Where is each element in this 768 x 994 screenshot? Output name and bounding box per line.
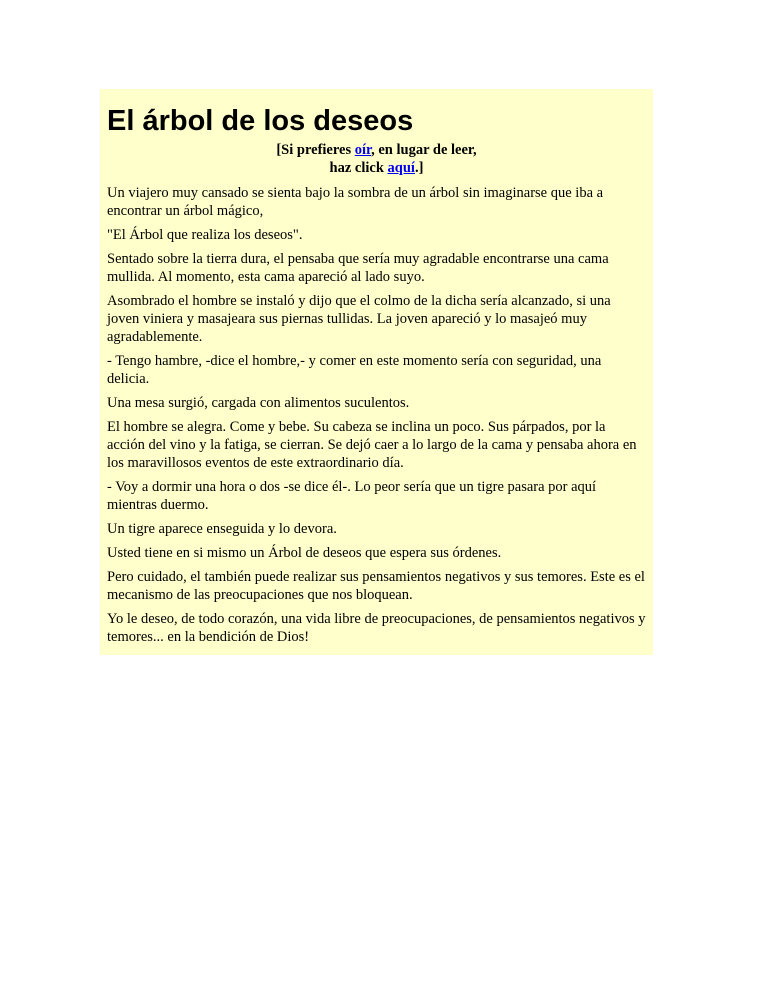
audio-note-text-3: haz click [329, 160, 388, 176]
story-paragraph-4: Asombrado el hombre se instaló y dijo que el colmo de la dicha sería alcanzado, si una joven viniera y masajeara sus piernas tullidas. La joven apareció y lo masajeó muy agradablemente. [107, 293, 611, 345]
story-paragraph-8: - Voy a dormir una hora o dos -se dice él-. Lo peor sería que un tigre pasara por aquí mientras duermo. [107, 479, 597, 513]
story-paragraph-12: Yo le deseo, de todo corazón, una vida libre de preocupaciones, de pensamientos negativos y temores... en la bendición de Dios! [107, 611, 646, 645]
audio-note-text-2: , en lugar de leer, [371, 142, 477, 158]
story-paragraph-5: - Tengo hambre, -dice el hombre,- y comer en este momento sería con seguridad, una delicia. [107, 353, 602, 387]
story-paragraph-1: Un viajero muy cansado se sienta bajo la sombra de un árbol sin imaginarse que iba a encontrar un árbol mágico, [107, 185, 604, 219]
audio-note-text-1: [Si prefieres [276, 142, 355, 158]
page-title: El árbol de los deseos [107, 105, 414, 137]
audio-note [107, 141, 646, 177]
story-paragraph-9: Un tigre aparece enseguida y lo devora. [107, 521, 337, 537]
story-paragraph-11: Pero cuidado, el también puede realizar sus pensamientos negativos y sus temores. Este es el mecanismo de las preocupaciones que nos bloquean. [107, 569, 645, 603]
story-paragraph-7: El hombre se alegra. Come y bebe. Su cabeza se inclina un poco. Sus párpados, por la acción del vino y la fatiga, se cierran. Se dejó caer a lo largo de la cama y pensaba ahora en los maravillosos eventos de este extraordinario día. [107, 419, 637, 471]
click-here-link[interactable]: aquí [387, 160, 415, 176]
story-paragraph-10: Usted tiene en si mismo un Árbol de deseos que espera sus órdenes. [107, 545, 502, 561]
audio-note-text-4: .] [414, 160, 424, 176]
story-paragraph-6: Una mesa surgió, cargada con alimentos suculentos. [107, 395, 410, 411]
listen-link[interactable]: oír [354, 142, 372, 158]
story-panel [100, 89, 653, 655]
story-paragraph-2: "El Árbol que realiza los deseos". [107, 227, 303, 243]
story-paragraph-3: Sentado sobre la tierra dura, el pensaba que sería muy agradable encontrarse una cama mullida. Al momento, esta cama apareció al lado suyo. [107, 251, 609, 285]
